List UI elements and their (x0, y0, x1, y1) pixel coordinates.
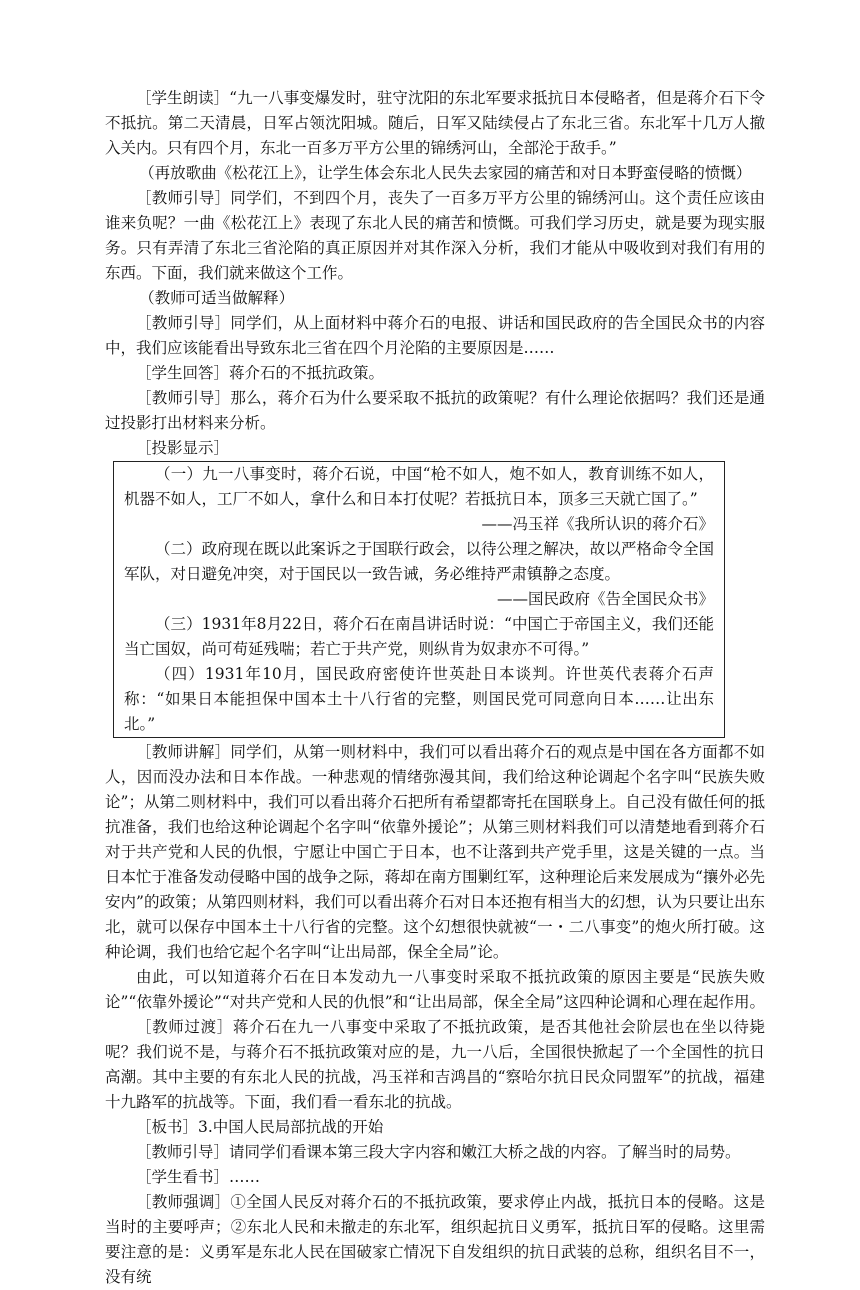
material-item-2: （二）政府现在既以此案诉之于国联行政会，以待公理之解决，故以严格命令全国军队，对日避免冲突，对于国民以一致告诫，务必维持严肃镇静之态度。 (124, 540, 714, 583)
paragraph-student-reads-book: ［学生看书］…… (136, 1168, 261, 1186)
paragraph-projection-label: ［投影显示］ (136, 439, 230, 457)
projection-material-box (113, 461, 725, 738)
paragraph-teacher-transition: ［教师过渡］蒋介石在九一八事变中采取了不抵抗政策，是否其他社会阶层也在坐以待毙呢？我们说不是，与蒋介石不抵抗政策对应的是，九一八后，全国很快掀起了一个全国性的抗日高潮。其中主要的有东北人民的抗战，冯玉祥和吉鸿昌的“察哈尔抗日民众同盟军”的抗战，福建十九路军的抗战等。下面，我们看一看东北的抗战。 (105, 1018, 765, 1111)
document-page (105, 86, 765, 1290)
material-source-1: ——冯玉祥《我所认识的蒋介石》 (481, 515, 714, 533)
paragraph-blackboard: ［板书］3.中国人民局部抗战的开始 (136, 1118, 384, 1136)
paragraph-teacher-guide-1: ［教师引导］同学们，不到四个月，丧失了一百多万平方公里的锦绣河山。这个责任应该由谁来负呢？一曲《松花江上》表现了东北人民的痛苦和愤慨。可我们学习历史，就是要为现实服务。只有弄清了东北三省沦陷的真正原因并对其作深入分析，我们才能从中吸收到对我们有用的东西。下面，我们就来做这个工作。 (105, 189, 765, 282)
paragraph-teacher-guide-4: ［教师引导］请同学们看课本第三段大字内容和嫩江大桥之战的内容。了解当时的局势。 (136, 1143, 741, 1161)
paragraph-teacher-emphasis: ［教师强调］①全国人民反对蒋介石的不抵抗政策，要求停止内战，抵抗日本的侵略。这是当时的主要呼声；②东北人民和未撤走的东北军，组织起抗日义勇军，抵抗日军的侵略。这里需要注意的是：义勇军是东北人民在国破家亡情况下自发组织的抗日武装的总称，组织名目不一，没有统 (105, 1193, 765, 1286)
paragraph-explain-note: （教师可适当做解释） (139, 289, 295, 307)
material-item-3: （三）1931年8月22日，蒋介石在南昌讲话时说：“中国亡于帝国主义，我们还能当亡国奴，尚可苟延残喘；若亡于共产党，则纵肯为奴隶亦不可得。” (124, 615, 714, 658)
paragraph-song-note: （再放歌曲《松花江上》，让学生体会东北人民失去家园的痛苦和对日本野蛮侵略的愤慨） (139, 164, 752, 182)
material-item-4: （四）1931年10月，国民政府密使许世英赴日本谈判。许世英代表蒋介石声称：“如果日本能担保中国本土十八行省的完整，则国民党可同意向日本……让出东北。” (124, 665, 714, 733)
paragraph-teacher-lecture: ［教师讲解］同学们，从第一则材料中，我们可以看出蒋介石的观点是中国在各方面都不如人，因而没办法和日本作战。一种悲观的情绪弥漫其间，我们给这种论调起个名字叫“民族失败论”；从第二则材料中，我们可以看出蒋介石把所有希望都寄托在国联身上。自己没有做任何的抵抗准备，我们也给这种论调起个名字叫“依靠外援论”；从第三则材料我们可以清楚地看到蒋介石对于共产党和人民的仇恨，宁愿让中国亡于日本，也不让落到共产党手里，这是关键的一点。当日本忙于准备发动侵略中国的战争之际，蒋却在南方围剿红军，这种理论后来发展成为“攘外必先安内”的政策；从第四则材料，我们可以看出蒋介石对日本还抱有相当大的幻想，认为只要让出东北，就可以保存中国本土十八行省的完整。这个幻想很快就被“一・二八事变”的炮火所打破。这种论调，我们也给它起个名字叫“让出局部，保全全局”论。 (105, 743, 765, 961)
paragraph-teacher-guide-2: ［教师引导］同学们，从上面材料中蒋介石的电报、讲话和国民政府的告全国民众书的内容中，我们应该能看出导致东北三省在四个月沦陷的主要原因是…… (105, 314, 765, 357)
material-source-2: ——国民政府《告全国民众书》 (496, 590, 714, 608)
material-item-1: （一）九一八事变时，蒋介石说，中国“枪不如人，炮不如人，教育训练不如人，机器不如人，工厂不如人，拿什么和日本打仗呢？若抵抗日本，顶多三天就亡国了。” (124, 465, 714, 508)
paragraph-student-answer: ［学生回答］蒋介石的不抵抗政策。 (136, 364, 385, 382)
paragraph-teacher-guide-3: ［教师引导］那么，蒋介石为什么要采取不抵抗的政策呢？有什么理论依据吗？我们还是通过投影打出材料来分析。 (105, 389, 765, 432)
paragraph-student-reading: ［学生朗读］“九一八事变爆发时，驻守沈阳的东北军要求抵抗日本侵略者，但是蒋介石下令不抵抗。第二天清晨，日军占领沈阳城。随后，日军又陆续侵占了东北三省。东北军十几万人撤入关内。只有四个月，东北一百多万平方公里的锦绣河山，全部沦于敌手。” (105, 89, 765, 157)
paragraph-conclusion: 由此，可以知道蒋介石在日本发动九一八事变时采取不抵抗政策的原因主要是“民族失败论”“依靠外援论”“对共产党和人民的仇恨”和“让出局部，保全全局”这四种论调和心理在起作用。 (105, 968, 765, 1011)
